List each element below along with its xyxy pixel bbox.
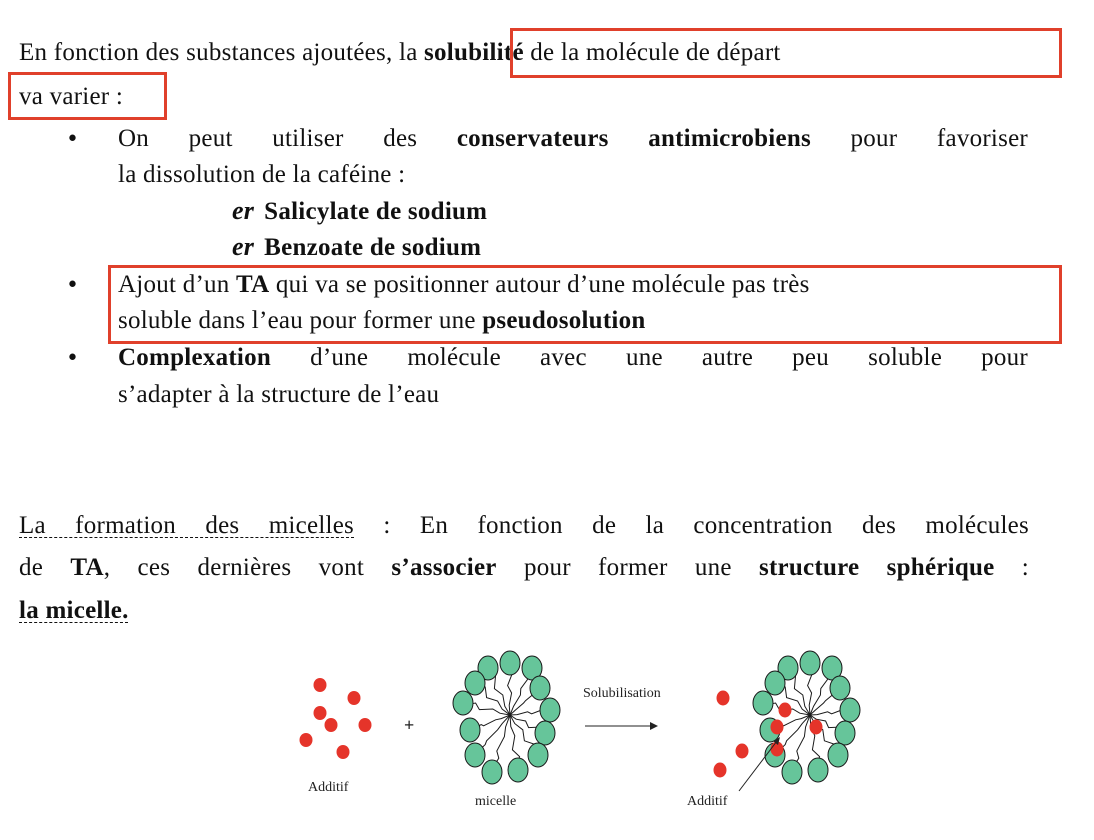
additive-dot	[300, 733, 313, 747]
additive-dot	[714, 763, 727, 778]
hydrophilic-head	[540, 698, 560, 722]
additive-dot	[337, 745, 350, 759]
er-arrow-icon: er	[232, 196, 255, 225]
reaction-arrow	[585, 722, 658, 730]
hydrophilic-head	[753, 691, 773, 715]
bullet-1-line-2: la dissolution de la caféine :	[118, 161, 406, 188]
hydrophilic-head	[453, 691, 473, 715]
hydrophilic-head	[830, 676, 850, 700]
hydrophilic-head	[535, 721, 555, 745]
micelles-line-2: de TA, ces dernières vont s’associer pour former une structure sphérique :	[19, 554, 1029, 581]
subitem-benzoate: er Benzoate de sodium	[232, 232, 482, 261]
highlight-box-solubilite	[510, 28, 1062, 78]
free-additives-group	[300, 678, 372, 759]
hydrophilic-head	[460, 718, 480, 742]
highlight-box-pseudosolution	[108, 265, 1062, 344]
micelles-line-1: La formation des micelles : En fonction de la concentration des molécules	[19, 512, 1029, 539]
bullet-3-line-1: Complexation d’une molécule avec une autre peu soluble pour	[118, 344, 1028, 371]
bullet-marker: •	[66, 346, 79, 371]
intro-line-1: En fonction des substances ajoutées, la solubilité de la molécule de départ	[19, 39, 781, 66]
micelle-label: micelle	[475, 794, 517, 809]
intro-line-2: va varier :	[19, 83, 124, 110]
hydrophilic-head	[482, 760, 502, 784]
hydrophilic-head	[828, 743, 848, 767]
hydrophilic-head	[528, 743, 548, 767]
hydrophilic-head	[800, 651, 820, 675]
additif-left-label: Additif	[308, 780, 349, 795]
bullet-2-line-2: soluble dans l’eau pour former une pseudosolution	[118, 307, 646, 334]
additive-dot	[359, 718, 372, 732]
keyword-solubilite: solubilité	[424, 39, 524, 66]
er-arrow-icon: er	[232, 232, 255, 261]
micelle-empty	[453, 651, 560, 784]
additive-dot	[325, 718, 338, 732]
solubilisation-label: Solubilisation	[583, 686, 661, 701]
hydrophilic-head	[530, 676, 550, 700]
hydrophilic-head	[840, 698, 860, 722]
additive-dot	[771, 720, 784, 735]
hydrophilic-head	[508, 758, 528, 782]
highlight-box-va-varier	[8, 72, 167, 120]
bullet-marker: •	[66, 273, 79, 298]
additif-right-label: Additif	[687, 794, 728, 809]
additive-dot	[314, 706, 327, 720]
subitem-salicylate: er Salicylate de sodium	[232, 196, 488, 225]
bullet-2-line-1: Ajout d’un TA qui va se positionner autour d’une molécule pas très	[118, 271, 810, 298]
bullet-1-line-1: On peut utiliser des conservateurs antimicrobiens pour favoriser	[118, 125, 1028, 152]
additive-dot	[314, 678, 327, 692]
additive-dot	[736, 744, 749, 759]
hydrophilic-head	[465, 743, 485, 767]
additive-dot	[810, 720, 823, 735]
micelle-with-additive	[753, 651, 860, 784]
additive-dot	[779, 703, 792, 718]
bullet-marker: •	[66, 127, 79, 152]
micelles-heading: La formation des micelles	[19, 512, 355, 539]
hydrophilic-head	[765, 671, 785, 695]
hydrophilic-head	[465, 671, 485, 695]
hydrophilic-head	[500, 651, 520, 675]
micelle-solubilisation-figure	[280, 645, 880, 835]
additive-dot	[348, 691, 361, 705]
hydrophilic-head	[782, 760, 802, 784]
plus-sign: +	[404, 715, 415, 735]
hydrophilic-head	[835, 721, 855, 745]
hydrophilic-head	[808, 758, 828, 782]
micelles-line-3	[19, 596, 129, 626]
la-micelle-term: la micelle.	[19, 597, 129, 624]
additive-dot	[717, 691, 730, 706]
bullet-3-line-2: s’adapter à la structure de l’eau	[118, 381, 440, 408]
